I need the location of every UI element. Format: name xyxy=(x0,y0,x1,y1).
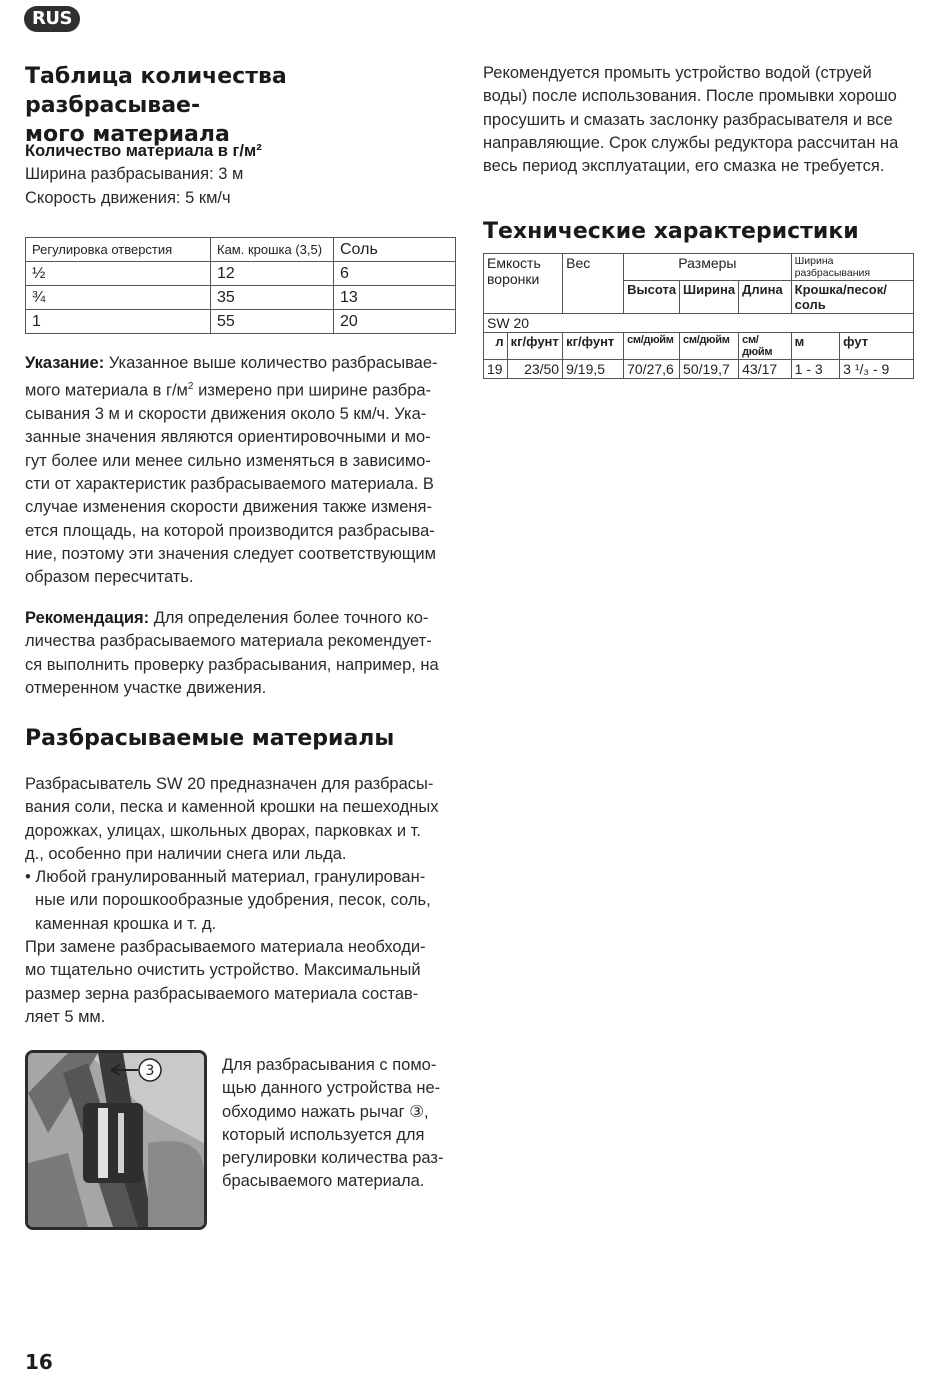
table-row xyxy=(484,333,914,360)
value-cell: 43/17 xyxy=(739,360,792,379)
table-header-row xyxy=(484,254,914,281)
table-row xyxy=(484,314,914,333)
value-cell: 9/19,5 xyxy=(563,360,624,379)
table-header: Регулировка отверстия xyxy=(26,238,211,262)
table-row xyxy=(26,262,456,286)
table-header: Емкость воронки xyxy=(484,254,563,314)
table-cell: ¾ xyxy=(26,286,211,310)
section-title-line: Таблица количества разбрасывае- xyxy=(25,64,287,118)
unit-cell: см/дюйм xyxy=(624,333,680,360)
recommendation-paragraph: Рекомендация: Для определения более точного ко- личества разбрасываемого материала рекомендует- ся выполнить проверку разбрасывания, например, на отмеренном участке движения. xyxy=(25,609,439,697)
specs-table xyxy=(483,253,914,379)
table-header: Размеры xyxy=(624,254,792,281)
spreader-illustration xyxy=(28,1053,204,1227)
table-header: Высота xyxy=(624,281,680,314)
section-title-specs: Технические характеристики xyxy=(483,219,859,244)
note-paragraph: Указание: Указанное выше количество разбрасывае- мого материала в $г/м^2$ измерено при ширине разбра- сывания 3 м и скорости движения около 5 км/ч. Ука- занные значения являются ориентировочными и мо- гут более или менее сильно изменяться в зависимо- сти от характеристик разбрасываемого материала. В случае изменения скорости движения также изменя- ется площадь, на которой производится разбрасыва- ние, поэтому эти значения следует соответствующим образом пересчитать. xyxy=(25,354,438,587)
value-cell: 23/50 xyxy=(507,360,563,379)
unit-cell: см/дюйм xyxy=(739,333,792,360)
spreader-lever-photo xyxy=(25,1050,207,1230)
model-cell: SW 20 xyxy=(484,314,914,333)
svg-text:3: 3 xyxy=(145,1063,155,1079)
table-cell: 1 xyxy=(26,310,211,334)
qty-block xyxy=(25,140,457,210)
table-row xyxy=(484,360,914,379)
table-row xyxy=(26,286,456,310)
unit-cell: см/дюйм xyxy=(680,333,739,360)
table-header: Длина xyxy=(739,281,792,314)
value-cell: 1 - 3 xyxy=(791,360,840,379)
note-label: Указание: xyxy=(25,354,105,372)
table-cell: 35 xyxy=(211,286,334,310)
section-title-line: мого материала xyxy=(25,122,230,147)
recommendation-label: Рекомендация: xyxy=(25,609,150,627)
language-badge: RUS xyxy=(24,6,80,32)
section-title-materials: Разбрасываемые материалы xyxy=(25,726,395,751)
table-header-row xyxy=(26,238,456,262)
spread-quantity-table xyxy=(25,237,456,334)
table-cell: 6 xyxy=(334,262,456,286)
table-cell: 12 xyxy=(211,262,334,286)
table-row xyxy=(26,310,456,334)
table-header: Соль xyxy=(334,238,456,262)
value-cell: 3 ¹/₃ - 9 xyxy=(840,360,914,379)
qty-heading: Количество материала в г/м² xyxy=(25,142,262,160)
table-header: Кам. крошка (3,5) xyxy=(211,238,334,262)
table-cell: 13 xyxy=(334,286,456,310)
table-header: Крошка/песок/соль xyxy=(791,281,913,314)
table-header: Вес xyxy=(563,254,624,314)
value-cell: 19 xyxy=(484,360,508,379)
unit-cell: кг/фунт xyxy=(563,333,624,360)
unit-cell: кг/фунт xyxy=(507,333,563,360)
page-number: 16 xyxy=(25,1350,53,1374)
value-cell: 50/19,7 xyxy=(680,360,739,379)
unit-cell: м xyxy=(791,333,840,360)
unit-cell: фут xyxy=(840,333,914,360)
speed-text: Скорость движения: 5 км/ч xyxy=(25,188,231,207)
value-cell: 70/27,6 xyxy=(624,360,680,379)
care-paragraph: Рекомендуется промыть устройство водой (струей воды) после использования. После промывки хорошо просушить и смазать заслонку разбрасывателя и все направляющие. Срок службы редуктора рассчитан на весь период эксплуатации, его смазка не требуется. xyxy=(483,64,899,176)
section-title-spread-table xyxy=(25,62,457,149)
table-header: Ширина xyxy=(680,281,739,314)
table-cell: ½ xyxy=(26,262,211,286)
table-cell: 55 xyxy=(211,310,334,334)
spread-width-text: Ширина разбрасывания: 3 м xyxy=(25,165,244,184)
unit-cell: л xyxy=(484,333,508,360)
lever-paragraph: Для разбрасывания с помо- щью данного устройства не- обходимо нажать рычаг ③, который используется для регулировки количества раз- брасываемого материала. xyxy=(222,1056,444,1191)
table-header: Ширина разбрасывания xyxy=(791,254,913,281)
materials-paragraph: Разбрасыватель SW 20 предназначен для разбрасы- вания соли, песка и каменной крошки на пешеходных дорожках, улицах, школьных дворах, парковках и т. д., особенно при наличии снега или льда. • Любой гранулированный материал, гранулирован- ные или порошкообразные удобрения, песок, соль, каменная крошка и т. д. При замене разбрасываемого материала необходи- мо тщательно очистить устройство. Максимальный размер зерна разбрасываемого материала состав- ляет 5 мм. xyxy=(25,775,439,1026)
table-cell: 20 xyxy=(334,310,456,334)
